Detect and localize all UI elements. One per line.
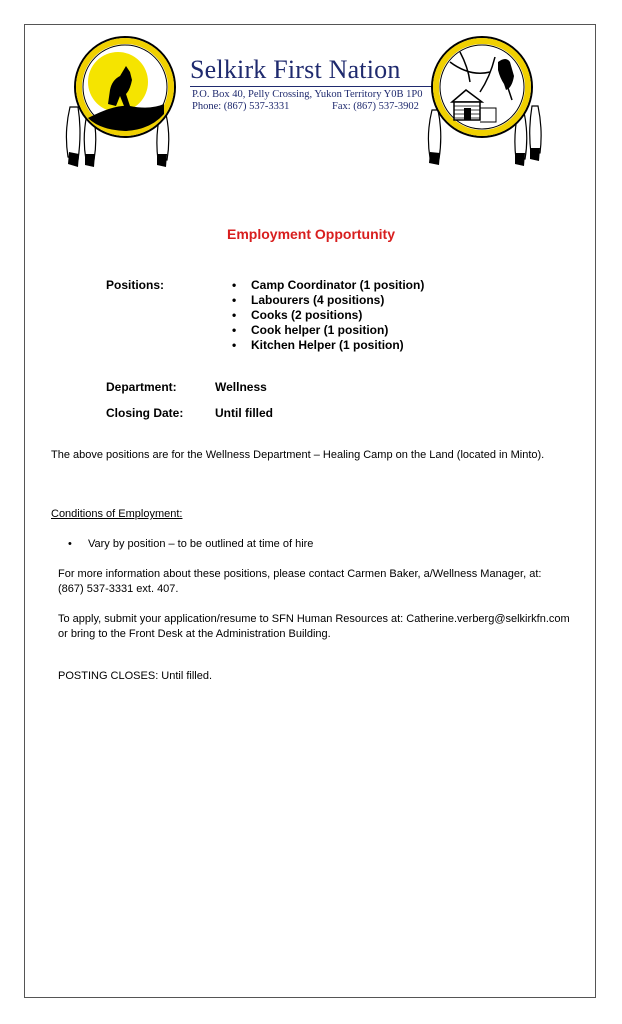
list-item: • Camp Coordinator (1 position) [232,278,425,292]
department-value: Wellness [215,380,267,394]
intro-paragraph: The above positions are for the Wellness Department – Healing Camp on the Land (located in Minto). [51,449,545,461]
department-label: Department: [106,380,177,394]
wolf-howling-moon-logo [60,32,190,192]
apply-paragraph: To apply, submit your application/resume to SFN Human Resources at: Catherine.verberg@selkirkfn.com or bring to the Front Desk at the Administration Building. [58,613,570,640]
posting-closes: POSTING CLOSES: Until filled. [58,670,213,682]
org-name-underline [190,86,432,87]
bullet-icon: • [232,338,237,352]
page-title: Employment Opportunity [227,226,395,242]
org-fax: Fax: (867) 537-3902 [332,101,419,112]
positions-label: Positions: [106,278,165,292]
org-address: P.O. Box 40, Pelly Crossing, Yukon Territory Y0B 1P0 [192,89,423,100]
bullet-icon: • [232,293,237,307]
contact-paragraph: For more information about these positions, please contact Carmen Baker, a/Wellness Manager, at: (867) 537-3331 ext. 407. [58,568,542,595]
list-item: • Labourers (4 positions) [232,293,385,307]
bullet-icon: • [232,323,237,337]
list-item: • Cook helper (1 position) [232,323,389,337]
list-item: • Vary by position – to be outlined at time of hire [68,538,314,550]
list-item: • Cooks (2 positions) [232,308,363,322]
closing-date-label: Closing Date: [106,406,184,420]
feather-icon [428,110,440,165]
bullet-icon: • [232,308,237,322]
org-phone: Phone: (867) 537-3331 [192,101,290,112]
bullet-icon: • [232,278,237,292]
org-name: Selkirk First Nation [190,55,401,84]
raven-cabin-logo [420,32,550,192]
feather-icon [66,107,80,167]
bullet-icon: • [68,538,72,550]
conditions-heading: Conditions of Employment: [51,508,183,520]
list-item: • Kitchen Helper (1 position) [232,338,404,352]
feather-icon [530,106,541,161]
letterhead [40,30,580,195]
positions-list [232,278,424,353]
closing-date-value: Until filled [215,406,273,420]
